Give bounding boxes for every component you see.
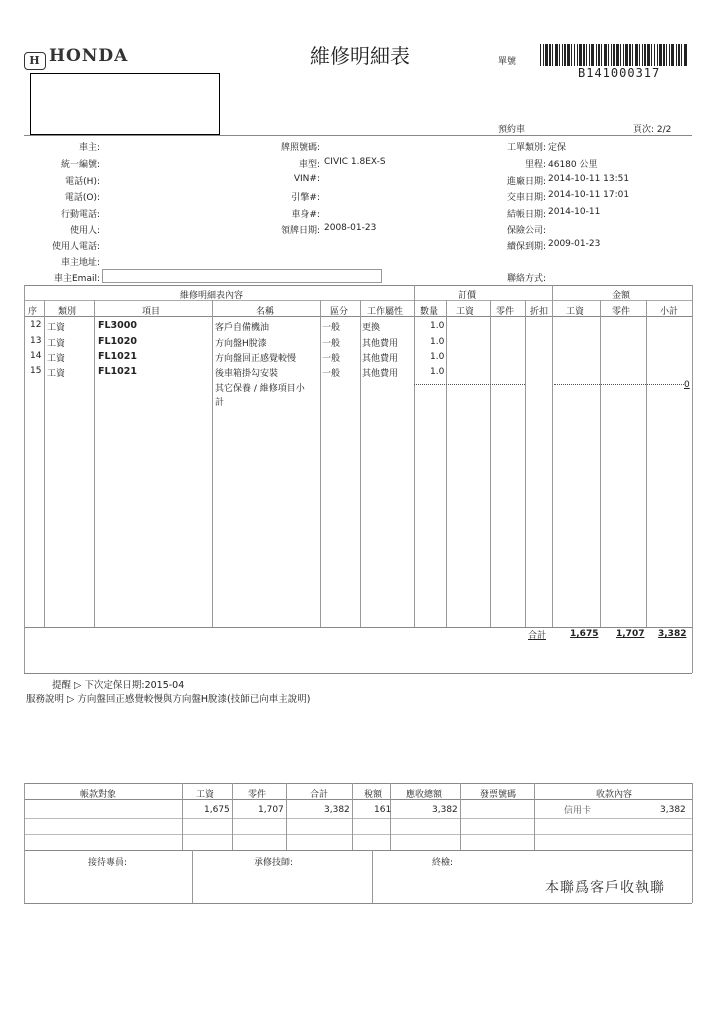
header-seq: 序 bbox=[28, 307, 38, 317]
model-label: 車型: bbox=[298, 160, 320, 170]
row-qty: 1.0 bbox=[430, 337, 445, 347]
insurer-label: 保險公司: bbox=[506, 226, 546, 236]
billing-header-parts: 零件 bbox=[248, 790, 267, 800]
reservation-label: 預約車 bbox=[498, 125, 526, 135]
body-label: 車身#: bbox=[291, 210, 320, 220]
billing-header-target: 帳款對象 bbox=[80, 790, 117, 800]
row-name: 後車箱掛勾安裝 bbox=[215, 369, 279, 379]
phone-h-label: 電話(H): bbox=[65, 177, 100, 187]
email-label: 車主Email: bbox=[53, 274, 100, 284]
reg-date-value: 2008-01-23 bbox=[324, 223, 377, 233]
header-discount: 折扣 bbox=[530, 307, 549, 317]
tax-id-label: 統一編號: bbox=[60, 160, 100, 170]
row-type: 工資 bbox=[47, 354, 66, 364]
group-header-price: 訂價 bbox=[458, 291, 477, 301]
header-zone: 區分 bbox=[330, 307, 349, 317]
mileage-label: 里程: bbox=[524, 160, 546, 170]
mobile-label: 行動電話: bbox=[60, 210, 100, 220]
row-zone: 一般 bbox=[322, 339, 341, 349]
billing-header-receivable: 應收總額 bbox=[406, 790, 443, 800]
address-label: 車主地址: bbox=[60, 258, 100, 268]
model-value: CIVIC 1.8EX-S bbox=[324, 157, 386, 167]
phone-o-label: 電話(O): bbox=[64, 193, 100, 203]
total-label: 合計 bbox=[528, 631, 547, 641]
other-items-label-cont: 計 bbox=[215, 398, 225, 408]
row-type: 工資 bbox=[47, 323, 66, 333]
row-zone: 一般 bbox=[322, 354, 341, 364]
billing-header-payment: 收款內容 bbox=[596, 790, 633, 800]
user-label: 使用人: bbox=[69, 226, 100, 236]
row-name: 方向盤回正感覺較慢 bbox=[215, 354, 297, 364]
row-type: 工資 bbox=[47, 339, 66, 349]
row-seq: 13 bbox=[30, 336, 42, 346]
honda-logo: H HONDA bbox=[24, 46, 128, 70]
row-item: FL1021 bbox=[98, 351, 137, 362]
row-qty: 1.0 bbox=[430, 352, 445, 362]
mileage-value: 46180 公里 bbox=[548, 160, 598, 170]
row-type: 工資 bbox=[47, 369, 66, 379]
header-labor: 工資 bbox=[456, 307, 475, 317]
header-qty: 數量 bbox=[420, 307, 439, 317]
vin-label: VIN#: bbox=[293, 174, 320, 184]
renewal-label: 續保到期: bbox=[506, 242, 546, 252]
page-title: 維修明細表 bbox=[310, 44, 410, 68]
billing-payment-amount: 3,382 bbox=[660, 805, 686, 815]
billing-header-total: 合計 bbox=[310, 790, 329, 800]
group-header-content: 維修明細表內容 bbox=[180, 291, 244, 301]
total-sum: 3,382 bbox=[658, 629, 687, 639]
billing-receivable: 3,382 bbox=[432, 805, 458, 815]
user-phone-label: 使用人電話: bbox=[51, 242, 100, 252]
contact-label: 聯絡方式: bbox=[506, 274, 546, 284]
row-attr: 其他費用 bbox=[362, 369, 399, 379]
total-labor: 1,675 bbox=[570, 629, 599, 639]
settle-date-value: 2014-10-11 bbox=[548, 207, 601, 217]
order-no-label: 單號 bbox=[498, 57, 517, 67]
row-zone: 一般 bbox=[322, 323, 341, 333]
engine-label: 引擎#: bbox=[291, 193, 320, 203]
customer-copy-stamp: 本聯爲客戶收執聯 bbox=[545, 880, 665, 896]
row-zone: 一般 bbox=[322, 369, 341, 379]
billing-labor: 1,675 bbox=[204, 805, 230, 815]
reception-label: 接待專員: bbox=[88, 858, 128, 868]
row-name: 方向盤H脫漆 bbox=[215, 339, 267, 349]
row-seq: 15 bbox=[30, 366, 42, 376]
billing-payment-method: 信用卡 bbox=[564, 806, 592, 816]
work-type-label: 工單類別: bbox=[506, 143, 546, 153]
header-attr: 工作屬性 bbox=[367, 307, 404, 317]
email-field bbox=[102, 269, 382, 283]
header-subtotal: 小計 bbox=[660, 307, 679, 317]
plate-label: 牌照號碼: bbox=[280, 143, 320, 153]
row-seq: 14 bbox=[30, 351, 42, 361]
group-header-amount: 金額 bbox=[612, 291, 631, 301]
in-date-value: 2014-10-11 13:51 bbox=[548, 174, 630, 184]
row-attr: 更換 bbox=[362, 323, 381, 333]
row-attr: 其他費用 bbox=[362, 354, 399, 364]
billing-header-labor: 工資 bbox=[196, 790, 215, 800]
header-parts: 零件 bbox=[496, 307, 515, 317]
renewal-value: 2009-01-23 bbox=[548, 239, 601, 249]
row-qty: 1.0 bbox=[430, 367, 445, 377]
billing-header-invoice: 發票號碼 bbox=[480, 790, 517, 800]
row-attr: 其他費用 bbox=[362, 339, 399, 349]
barcode-number: B141000317 bbox=[578, 66, 661, 80]
honda-h-icon: H bbox=[24, 52, 46, 70]
header-amt-labor: 工資 bbox=[566, 307, 585, 317]
billing-total: 3,382 bbox=[324, 805, 350, 815]
billing-header-tax: 稅額 bbox=[364, 790, 383, 800]
inspection-label: 終檢: bbox=[432, 858, 454, 868]
billing-tax: 161 bbox=[374, 805, 392, 815]
row-item: FL3000 bbox=[98, 320, 137, 331]
work-type-value: 定保 bbox=[548, 143, 567, 153]
barcode-image bbox=[540, 44, 688, 66]
service-note-line: 服務說明 ▷ 方向盤回正感覺較慢與方向盤H脫漆(技師已向車主說明) bbox=[26, 694, 311, 705]
redacted-address-box bbox=[30, 73, 220, 135]
owner-label: 車主: bbox=[78, 143, 100, 153]
row-item: FL1021 bbox=[98, 366, 137, 377]
page-number: 頁次: 2/2 bbox=[633, 125, 672, 135]
out-date-label: 交車日期: bbox=[506, 193, 546, 203]
technician-label: 承修技師: bbox=[254, 858, 294, 868]
header-amt-parts: 零件 bbox=[612, 307, 631, 317]
other-items-subtotal: 0 bbox=[684, 380, 690, 390]
row-name: 客戶自備機油 bbox=[215, 323, 270, 333]
header-item: 項目 bbox=[142, 307, 161, 317]
total-parts: 1,707 bbox=[616, 629, 645, 639]
other-items-label: 其它保養 / 維修項目小 bbox=[215, 384, 305, 394]
row-item: FL1020 bbox=[98, 336, 137, 347]
row-seq: 12 bbox=[30, 320, 42, 330]
out-date-value: 2014-10-11 17:01 bbox=[548, 190, 630, 200]
settle-date-label: 結帳日期: bbox=[506, 210, 546, 220]
header-name: 名稱 bbox=[256, 307, 275, 317]
reminder-line: 提醒 ▷ 下次定保日期:2015-04 bbox=[52, 680, 185, 691]
reg-date-label: 領牌日期: bbox=[280, 226, 320, 236]
billing-parts: 1,707 bbox=[258, 805, 284, 815]
row-qty: 1.0 bbox=[430, 321, 445, 331]
header-type: 類別 bbox=[58, 307, 77, 317]
in-date-label: 進廠日期: bbox=[506, 177, 546, 187]
